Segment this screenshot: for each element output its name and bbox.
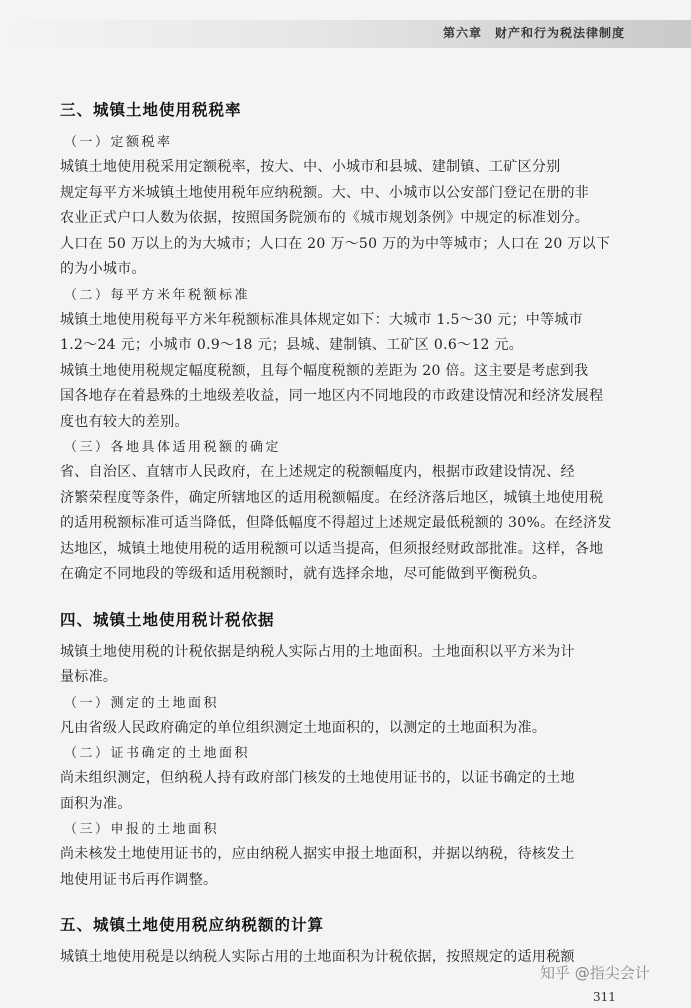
paragraph-line: 城镇土地使用税采用定额税率，按大、中、小城市和县城、建制镇、工矿区分别: [60, 159, 561, 175]
paragraph-line: 面积为准。: [60, 795, 132, 812]
page-number: 311: [593, 990, 616, 1004]
paragraph-line: 地使用证书后再作调整。: [60, 871, 218, 888]
paragraph-line: 度也有较大的差别。: [60, 413, 189, 430]
section-3: [60, 98, 625, 588]
paragraph: [60, 460, 625, 588]
paragraph-line: 凡由省级人民政府确定的单位组织测定土地面积的，以测定的土地面积为准。: [60, 719, 547, 736]
paragraph: [60, 155, 625, 283]
paragraph-line: 济繁荣程度等条件，确定所辖地区的适用税额幅度。在经济落后地区，城镇土地使用税: [60, 489, 604, 506]
subsection-heading: （一）定额税率: [64, 135, 173, 150]
paragraph-line: 国各地存在着悬殊的土地级差收益，同一地区内不同地段的市政建设情况和经济发展程: [60, 388, 604, 404]
paragraph-line: 尚未组织测定，但纳税人持有政府部门核发的土地使用证书的，以证书确定的土地: [60, 770, 575, 786]
page-content: [60, 98, 625, 971]
paragraph-line: 的适用税额标准可适当降低，但降低幅度不得超过上述规定最低税额的 30%。在经济发: [60, 515, 612, 531]
subsection-heading: （二）证书确定的土地面积: [64, 746, 251, 761]
paragraph-line: 规定每平方米城镇土地使用税年应纳税额。大、中、小城市以公安部门登记在册的非: [60, 184, 590, 201]
paragraph-line: 达地区，城镇土地使用税的适用税额可以适当提高，但须报经财政部批准。这样，各地: [60, 540, 604, 557]
watermark: 知乎 @指尖会计: [540, 964, 650, 982]
subsection-heading: （一）测定的土地面积: [64, 695, 220, 711]
section-gap: [60, 588, 625, 608]
paragraph: [60, 308, 625, 436]
section-heading: 五、城镇土地使用税应纳税额的计算: [60, 916, 325, 934]
section-gap: [60, 893, 625, 913]
paragraph-line: 城镇土地使用税的计税依据是纳税人实际占用的土地面积。土地面积以平方米为计: [60, 643, 575, 660]
paragraph-line: 在确定不同地段的等级和适用税额时，就有选择余地，尽可能做到平衡税负。: [60, 566, 547, 582]
paragraph-line: 1.2～24 元；小城市 0.9～18 元；县城、建制镇、工矿区 0.6～12 元。: [60, 337, 524, 353]
section-heading: 三、城镇土地使用税税率: [60, 101, 242, 119]
subsection-heading: （三）各地具体适用税额的确定: [64, 440, 282, 455]
paragraph-line: 城镇土地使用税是以纳税人实际占用的土地面积为计税依据，按照规定的适用税额: [60, 949, 575, 965]
paragraph-line: 的为小城市。: [60, 261, 146, 277]
paragraph: [60, 766, 625, 817]
paragraph-line: 城镇土地使用税每平方米年税额标准具体规定如下：大城市 1.5～30 元；中等城市: [60, 311, 583, 328]
paragraph-line: 城镇土地使用税规定幅度税额，且每个幅度税额的差距为 20 倍。这主要是考虑到我: [60, 362, 589, 379]
paragraph-line: 量标准。: [60, 669, 118, 685]
section-heading: 四、城镇土地使用税计税依据: [60, 610, 275, 629]
paragraph-line: 省、自治区、直辖市人民政府，在上述规定的税额幅度内，根据市政建设情况、经: [60, 464, 575, 480]
chapter-header-title: 第六章 财产和行为税法律制度: [442, 26, 625, 40]
paragraph: [60, 640, 625, 691]
subsection-heading: （三）申报的土地面积: [64, 822, 220, 837]
section-4: [60, 608, 625, 894]
paragraph: [60, 716, 625, 742]
paragraph: [60, 842, 625, 893]
subsection-heading: （二）每平方米年税额标准: [64, 287, 251, 303]
paragraph-line: 农业正式户口人数为依据，按照国务院颁布的《城市规划条例》中规定的标准划分。: [60, 210, 590, 226]
paragraph-line: 尚未核发土地使用证书的，应由纳税人据实申报土地面积，并据以纳税，待核发土: [60, 846, 575, 862]
paragraph-line: 人口在 50 万以上的为大城市；人口在 20 万～50 万的为中等城市；人口在 20 万以下: [60, 235, 611, 252]
